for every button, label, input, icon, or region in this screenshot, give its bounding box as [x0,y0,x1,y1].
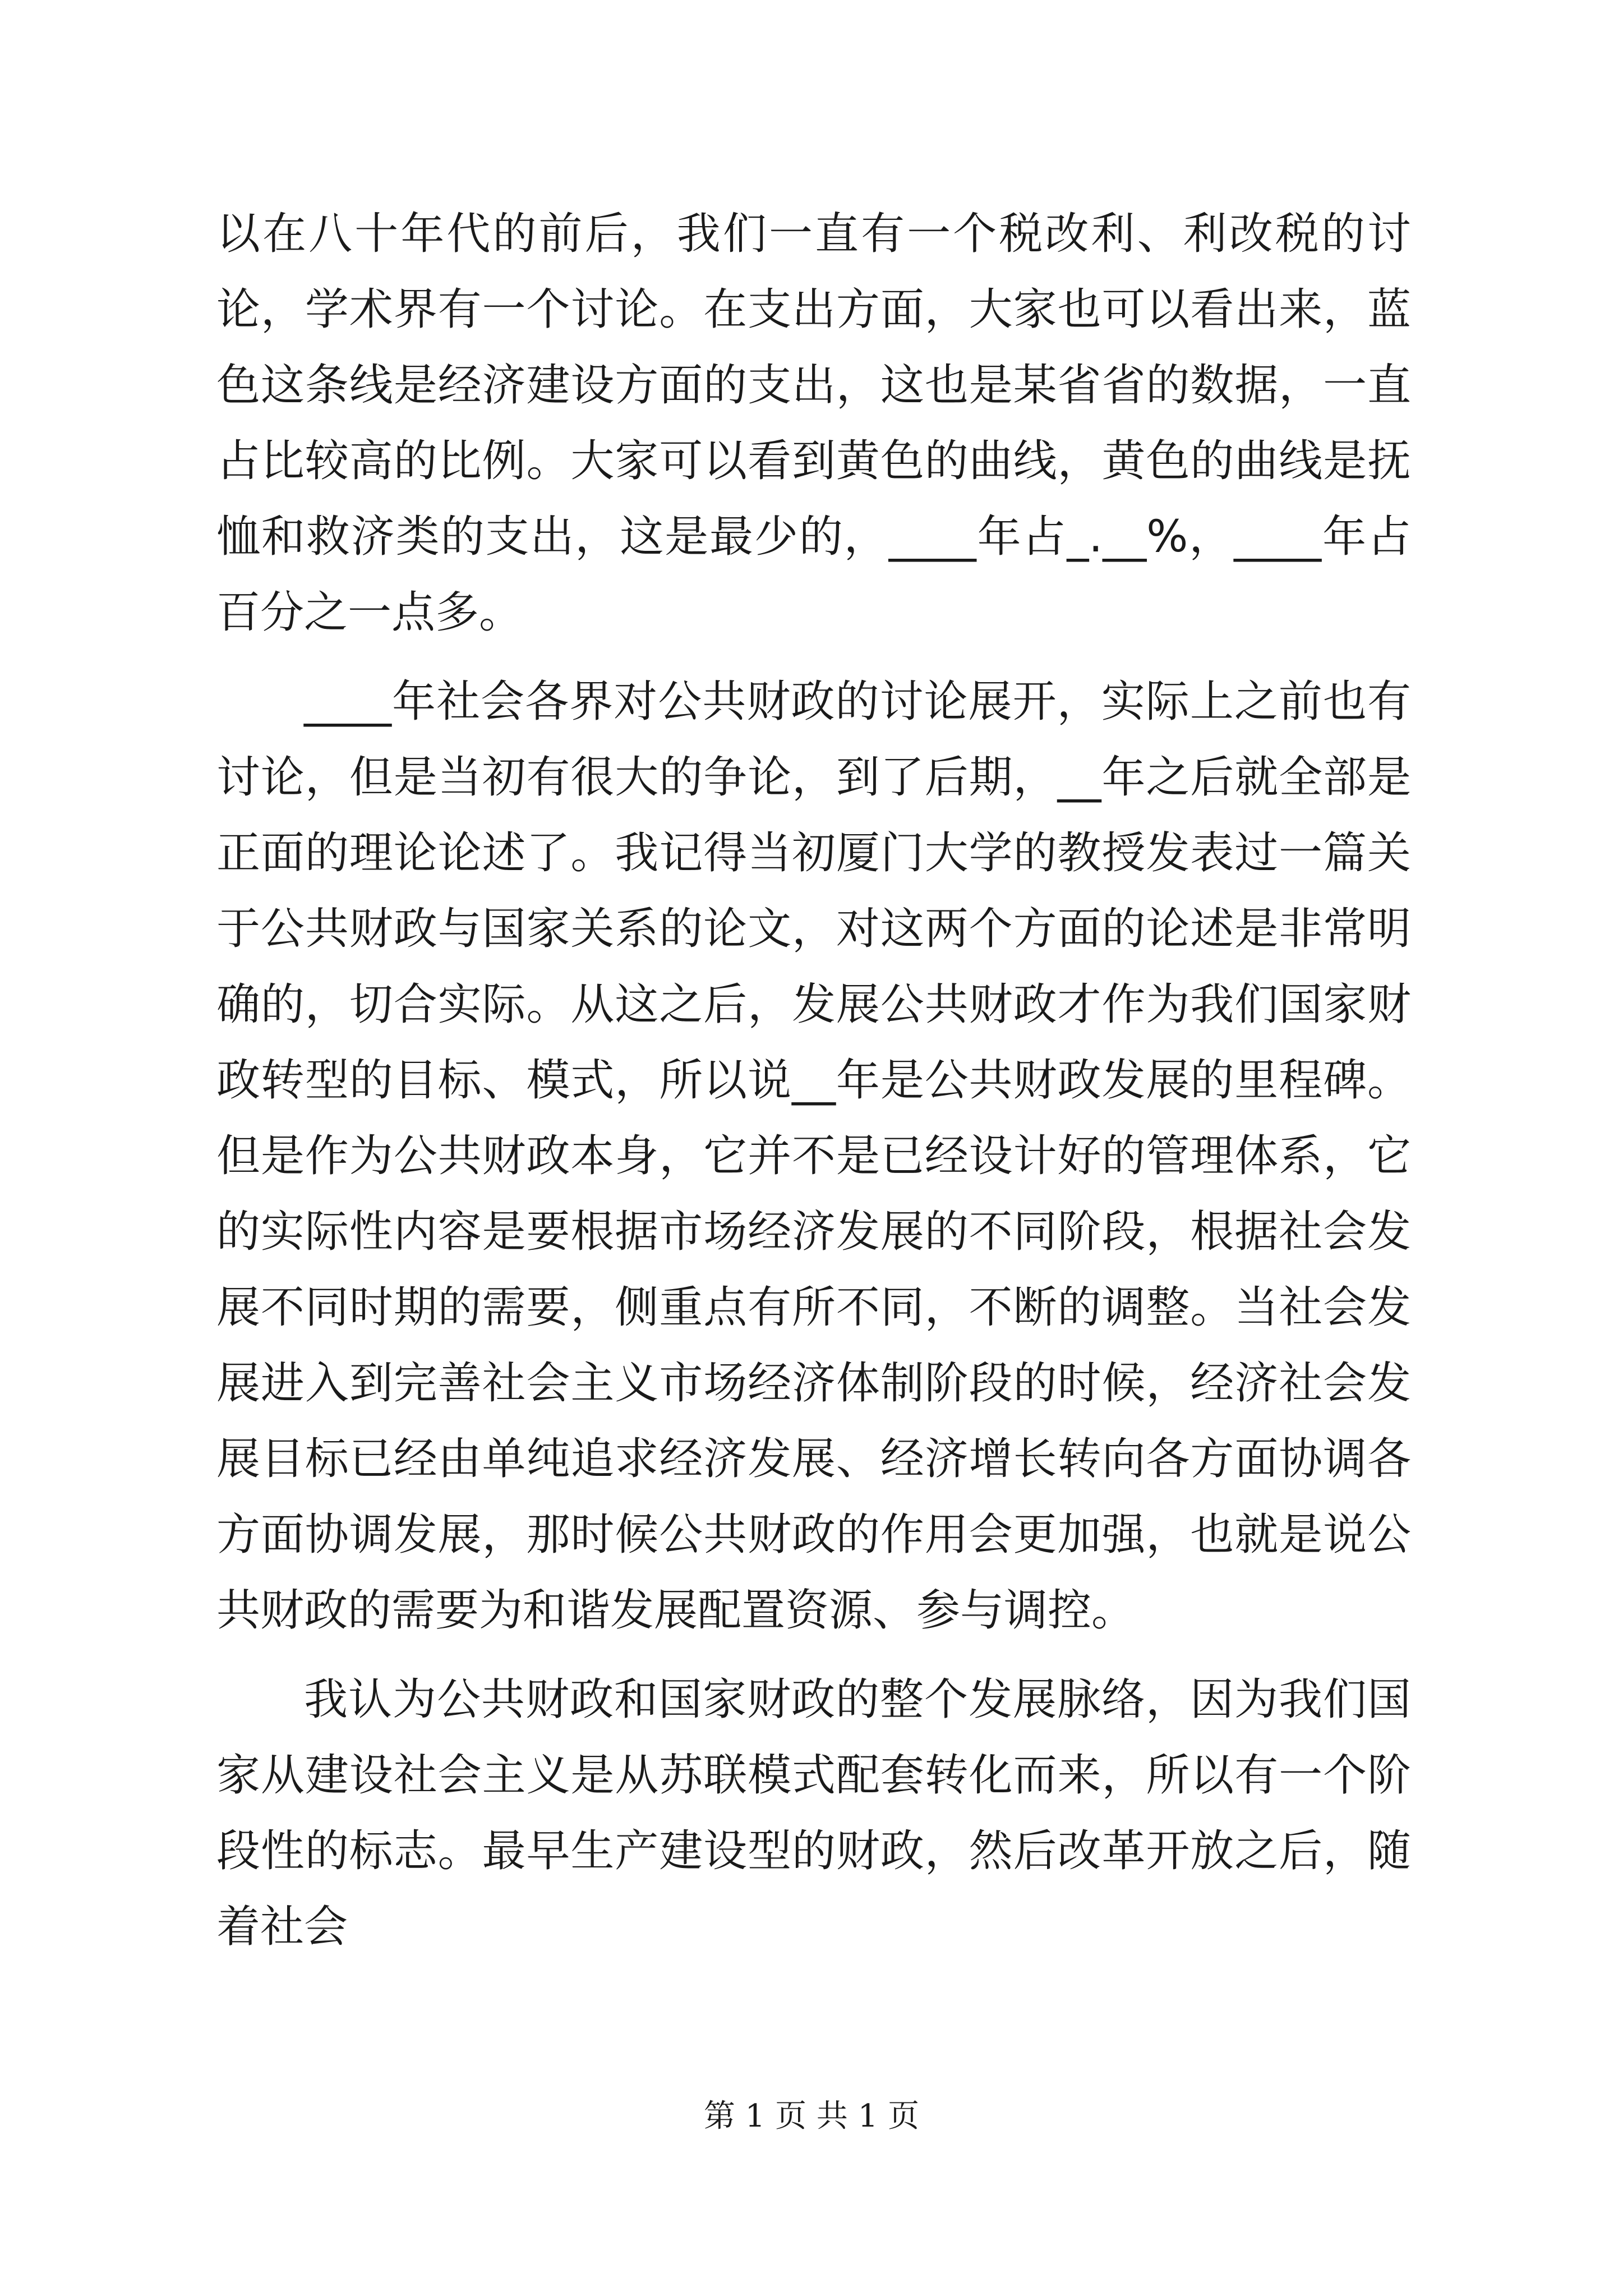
page-footer: 第 1 页 共 1 页 [703,2098,920,2134]
document-body [216,196,1411,1978]
paragraph-2: ____年社会各界对公共财政的讨论展开，实际上之前也有讨论，但是当初有很大的争论，到了后期，__年之后就全部是正面的理论论述了。我记得当初厦门大学的教授发表过一篇关于公共财政与国家关系的论文，对这两个方面的论述是非常明确的，切合实际。从这之后，发展公共财政才作为我们国家财政转型的目标、模式，所以说__年是公共财政发展的里程碑。但是作为公共财政本身，它并不是已经设计好的管理体系，它的实际性内容是要根据市场经济发展的不同阶段，根据社会发展不同时期的需要，侧重点有所不同，不断的调整。当社会发展进入到完善社会主义市场经济体制阶段的时候，经济社会发展目标已经由单纯追求经济发展、经济增长转向各方面协调各方面协调发展，那时候公共财政的作用会更加强，也就是说公共财政的需要为和谐发展配置资源、参与调控。 [216,677,1411,1636]
paragraph-1: 以在八十年代的前后，我们一直有一个税改利、利改税的讨论，学术界有一个讨论。在支出方面，大家也可以看出来，蓝色这条线是经济建设方面的支出，这也是某省省的数据，一直占比较高的比例。大家可以看到黄色的曲线，黄色的曲线是抚恤和救济类的支出，这是最少的，____年占_.__%，____年占百分之一点多。 [216,209,1411,638]
paragraph-3: 我认为公共财政和国家财政的整个发展脉络，因为我们国家从建设社会主义是从苏联模式配套转化而来，所以有一个阶段性的标志。最早生产建设型的财政，然后改革开放之后，随着社会 [216,1674,1411,1952]
